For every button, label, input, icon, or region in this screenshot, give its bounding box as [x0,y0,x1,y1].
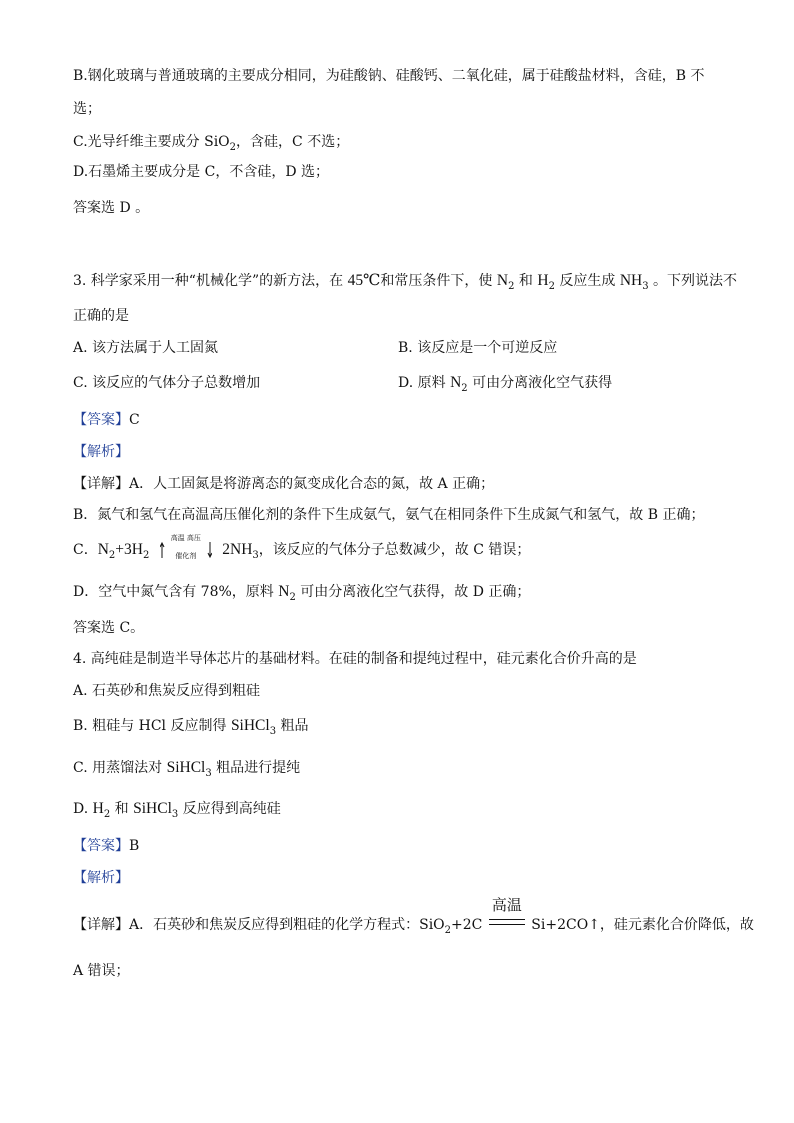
q4-detail-post: Si+2CO↑，硅元素化合价降低，故 [531,917,754,933]
q2-c-post: ，含硅，C 不选； [236,134,350,150]
q3-opt-d-n: N [450,374,462,391]
q4-opt-b-pre: B. 粗硅与 HCl 反应制得 [73,718,231,734]
q2-option-b-line1: B.钢化玻璃与普通玻璃的主要成分相同，为硅酸钠、硅酸钙、二氧化硅，属于硅酸盐材料，含硅，B 不 [73,68,705,84]
q3-stem-line2: 正确的是 [73,308,129,324]
q3-nh3: NH [619,272,643,289]
q3-stem-b: 和常压条件下，使 [380,273,497,289]
q3-detail-d-sub: 2 [289,592,296,603]
q4-opt-b-post: 粗品 [276,718,309,734]
q3-n2-sub: 2 [508,281,515,292]
q4-opt-d-mid: 和 [110,801,134,817]
eq-prefix: C． [73,542,98,558]
q4-answer-row [73,836,139,856]
q3-stem-c: 反应生成 [554,273,620,289]
q3-temp: 45℃ [347,272,381,289]
q4-opt-b-formula: SiHCl [230,717,270,734]
q3-option-a: A. 该方法属于人工固氮 [73,340,219,356]
q3-detail-c-equation [73,534,531,562]
q3-n2: N [496,272,509,289]
eq-post: ，该反应的气体分子总数减少，故 C 错误； [258,542,531,558]
q3-detail-d-post: 可由分离液化空气获得，故 D 正确； [295,584,531,600]
q3-option-d [398,373,612,395]
reversible-arrow [156,534,216,560]
q3-detail-d-n: N [278,583,290,600]
q3-nh3-sub: 3 [642,281,649,292]
q4-answer-tag: 【答案】 [73,838,129,854]
q4-detail-pre: A．石英砂和焦炭反应得到粗硅的化学方程式：SiO [129,917,445,933]
q3-and: 和 [514,273,538,289]
eq-condition-bottom: 催化剂 [175,552,197,560]
q2-c-sub: 2 [229,142,237,153]
q4-option-a: A. 石英砂和焦炭反应得到粗硅 [73,683,261,699]
q3-jiexi: 【解析】 [73,444,129,460]
q4-jiexi: 【解析】 [73,870,129,886]
q4-detail-sub: 2 [444,925,452,936]
q4-detail-tag: 【详解】 [73,917,129,933]
q3-opt-d-sub: 2 [461,383,468,394]
eq-n2: N [97,541,109,558]
q2-answer: 答案选 D 。 [73,200,150,216]
q4-stem: 4. 高纯硅是制造半导体芯片的基础材料。在硅的制备和提纯过程中，硅元素化合价升高的是 [73,651,637,667]
q2-option-c [73,132,349,154]
q3-detail-tag: 【详解】 [73,476,129,492]
q3-detail-a [73,474,494,494]
eq-n2-sub: 2 [108,550,116,561]
q3-detail-d [73,582,530,604]
q4-opt-c-post: 粗品进行提纯 [211,760,301,776]
q4-opt-d-post: 反应得到高纯硅 [178,801,281,817]
eq-h2-sub: 2 [142,550,150,561]
q3-option-b: B. 该反应是一个可逆反应 [398,340,558,356]
q4-answer-value: B [129,838,140,854]
q4-option-b [73,716,309,738]
q3-option-c: C. 该反应的气体分子总数增加 [73,375,261,391]
q4-opt-b-sub: 3 [269,726,277,737]
q3-opt-d-pre: D. 原料 [398,375,451,391]
q3-opt-d-post: 可由分离液化空气获得 [467,375,613,391]
q3-detail-d-pre: D．空气中氮气含有 78%，原料 [73,584,279,600]
eq-plus-h2: +3H [115,541,143,558]
eq-product: 2NH [222,541,253,558]
q2-option-d: D.石墨烯主要成分是 C，不含硅，D 选； [73,164,330,180]
q4-opt-d-formula-sub: 3 [171,809,179,820]
q4-opt-d-formula: SiHCl [133,800,172,817]
q3-detail-a-text: A．人工固氮是将游离态的氮变成化合态的氮，故 A 正确； [129,476,495,492]
q3-h2: H [537,272,549,289]
eq-condition-top: 高温 高压 [170,534,201,542]
q4-detail-line2: A 错误； [73,963,130,979]
q3-stem-a: 3. 科学家采用一种“机械化学”的新方法，在 [73,273,348,289]
q4-option-c [73,758,300,780]
reaction-condition [487,896,527,935]
q4-detail-a [73,896,754,937]
q3-stem-line1 [73,271,737,293]
q4-opt-d-pre: D. [73,801,93,817]
q2-c-text: C.光导纤维主要成分 SiO [73,134,230,150]
q3-h2-sub: 2 [548,281,555,292]
q3-detail-b: B．氮气和氢气在高温高压催化剂的条件下生成氨气，氨气在相同条件下生成氮气和氢气，故 B 正确； [73,507,705,523]
q4-opt-c-pre: C. 用蒸馏法对 [73,760,167,776]
reaction-condition-label: 高温 [491,896,522,914]
q4-opt-d-h2: H [92,800,104,817]
q2-option-b-line2: 选； [73,101,101,117]
q3-answer-tag: 【答案】 [73,412,129,428]
q4-analysis-tag [73,868,129,888]
q3-stem-d: 。下列说法不 [648,273,738,289]
q4-option-d [73,799,281,821]
q4-opt-d-h2-sub: 2 [103,809,111,820]
q4-opt-c-formula: SiHCl [166,759,206,776]
q3-answer-row [73,410,140,430]
q3-analysis-tag [73,442,129,462]
q3-answer-value: C [129,412,140,428]
double-bar-icon [489,919,525,925]
q4-opt-c-sub: 3 [205,768,212,779]
q4-detail-mid: +2C [451,917,483,933]
eq-product-sub: 3 [252,550,259,561]
q3-final-answer: 答案选 C。 [73,620,145,636]
